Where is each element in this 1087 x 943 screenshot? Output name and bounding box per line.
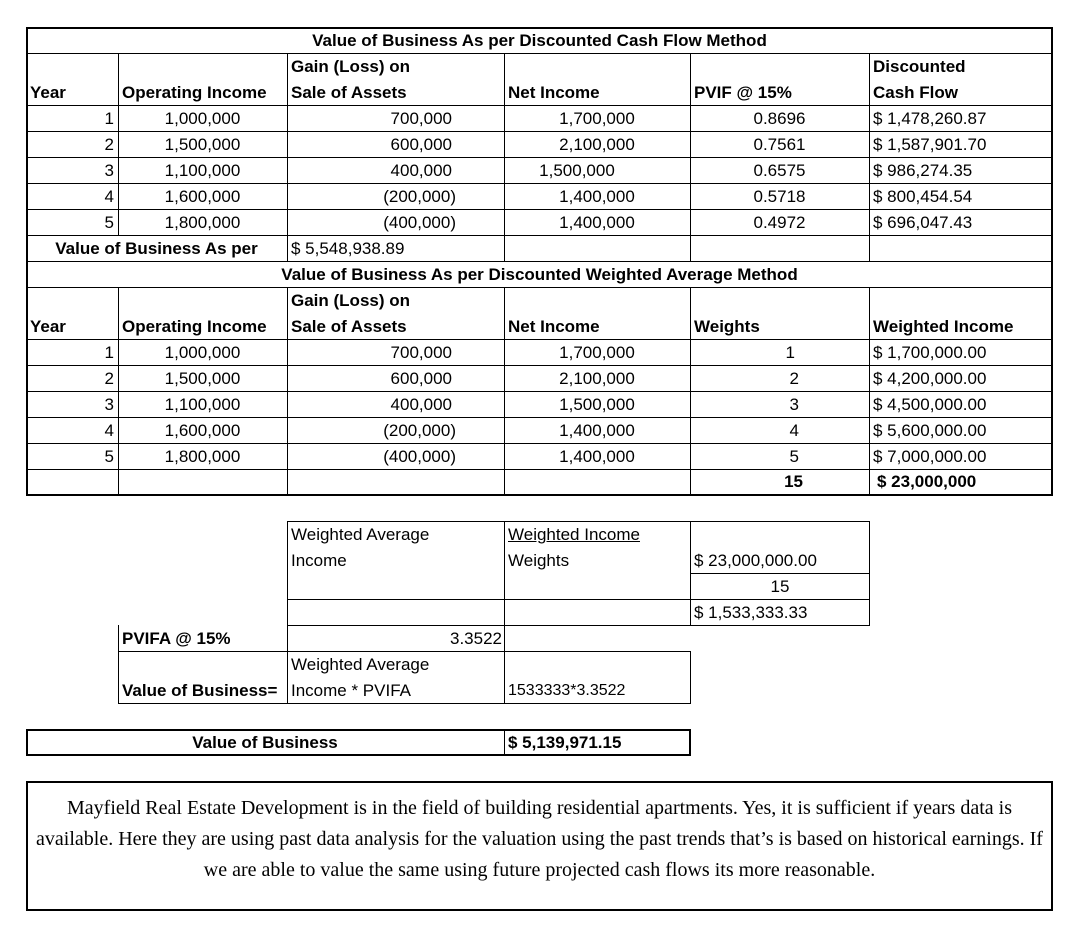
wam-header-weights: Weights bbox=[694, 317, 760, 336]
ratio-denominator: 15 bbox=[770, 577, 790, 596]
vob-formula-label: Value of Business= bbox=[122, 681, 278, 700]
operating-income-cell: 1,100,000 bbox=[164, 395, 241, 414]
year-cell: 2 bbox=[104, 135, 114, 154]
net-income-cell: 1,500,000 bbox=[559, 395, 635, 414]
dcf-cell: $ 1,478,260.87 bbox=[873, 109, 987, 128]
gain-cell: (400,000) bbox=[383, 213, 456, 232]
pvif-cell: 0.7561 bbox=[753, 135, 806, 154]
net-income-cell: 2,100,000 bbox=[559, 369, 635, 388]
wai-label-line1: Weighted Average bbox=[291, 525, 430, 544]
wai-label-line2: Income bbox=[291, 551, 347, 570]
weighted-income-cell: $ 4,200,000.00 bbox=[873, 369, 987, 388]
net-income-cell: 1,400,000 bbox=[559, 421, 635, 440]
wam-total-weighted-income: $ 23,000,000 bbox=[877, 472, 977, 491]
net-income-cell: 1,700,000 bbox=[559, 343, 635, 362]
dcf-total-label: Value of Business As per bbox=[55, 239, 258, 258]
ratio-numerator: $ 23,000,000.00 bbox=[694, 551, 817, 570]
operating-income-cell: 1,600,000 bbox=[164, 187, 241, 206]
ratio-result: $ 1,533,333.33 bbox=[694, 603, 808, 622]
pvif-cell: 0.8696 bbox=[753, 109, 806, 128]
wam-header-operating-income: Operating Income bbox=[122, 317, 267, 336]
pvifa-label: PVIFA @ 15% bbox=[122, 629, 231, 648]
wam-header-gain-line1: Gain (Loss) on bbox=[291, 291, 410, 310]
dcf-cell: $ 800,454.54 bbox=[873, 187, 973, 206]
gain-cell: (200,000) bbox=[383, 421, 456, 440]
wam-total-weight: 15 bbox=[784, 472, 803, 491]
gain-cell: 600,000 bbox=[390, 369, 452, 388]
net-income-cell: 1,400,000 bbox=[559, 447, 635, 466]
weight-cell: 3 bbox=[789, 395, 799, 414]
net-income-cell: 1,700,000 bbox=[559, 109, 635, 128]
weighted-income-cell: $ 1,700,000.00 bbox=[873, 343, 987, 362]
gain-cell: (400,000) bbox=[383, 447, 456, 466]
ratio-label-line2: Weights bbox=[508, 551, 570, 570]
weighted-income-cell: $ 5,600,000.00 bbox=[873, 421, 987, 440]
formula-numeric: 1533333*3.3522 bbox=[508, 682, 626, 699]
dcf-header-gain-line1: Gain (Loss) on bbox=[291, 57, 410, 76]
gain-cell: 400,000 bbox=[390, 161, 452, 180]
gain-cell: 600,000 bbox=[390, 135, 452, 154]
year-cell: 1 bbox=[104, 343, 114, 362]
year-cell: 4 bbox=[104, 187, 114, 206]
pvif-cell: 0.4972 bbox=[753, 213, 806, 232]
ratio-label-line1: Weighted Income bbox=[508, 525, 640, 544]
operating-income-cell: 1,800,000 bbox=[164, 447, 241, 466]
pvif-cell: 0.6575 bbox=[753, 161, 806, 180]
pvifa-value: 3.3522 bbox=[450, 629, 502, 648]
dcf-header-dcf-line2: Cash Flow bbox=[873, 83, 959, 102]
dcf-cell: $ 986,274.35 bbox=[873, 161, 973, 180]
gain-cell: 400,000 bbox=[390, 395, 452, 414]
year-cell: 3 bbox=[104, 395, 114, 414]
gain-cell: (200,000) bbox=[383, 187, 456, 206]
formula-line1: Weighted Average bbox=[291, 655, 430, 674]
dcf-header-year: Year bbox=[30, 83, 66, 102]
weight-cell: 5 bbox=[789, 447, 799, 466]
final-value-label: Value of Business bbox=[192, 733, 338, 752]
weight-cell: 4 bbox=[789, 421, 799, 440]
dcf-title: Value of Business As per Discounted Cash Flow Method bbox=[312, 31, 767, 50]
net-income-cell: 1,400,000 bbox=[559, 187, 635, 206]
gain-cell: 700,000 bbox=[390, 109, 452, 128]
wam-header-gain-line2: Sale of Assets bbox=[291, 317, 407, 336]
dcf-total-value: $ 5,548,938.89 bbox=[291, 239, 405, 258]
wam-header-year: Year bbox=[30, 317, 66, 336]
operating-income-cell: 1,500,000 bbox=[164, 369, 241, 388]
wam-header-net-income: Net Income bbox=[508, 317, 600, 336]
net-income-cell: 1,400,000 bbox=[559, 213, 635, 232]
dcf-header-gain-line2: Sale of Assets bbox=[291, 83, 407, 102]
operating-income-cell: 1,000,000 bbox=[164, 109, 241, 128]
dcf-header-pvif: PVIF @ 15% bbox=[694, 83, 792, 102]
dcf-cell: $ 1,587,901.70 bbox=[873, 135, 987, 154]
year-cell: 5 bbox=[104, 213, 114, 232]
year-cell: 2 bbox=[104, 369, 114, 388]
weight-cell: 2 bbox=[789, 369, 799, 388]
operating-income-cell: 1,100,000 bbox=[164, 161, 241, 180]
operating-income-cell: 1,000,000 bbox=[164, 343, 241, 362]
year-cell: 1 bbox=[104, 109, 114, 128]
pvif-cell: 0.5718 bbox=[753, 187, 806, 206]
weight-cell: 1 bbox=[785, 343, 795, 362]
year-cell: 5 bbox=[104, 447, 114, 466]
year-cell: 3 bbox=[104, 161, 114, 180]
wam-title: Value of Business As per Discounted Weighted Average Method bbox=[281, 265, 798, 284]
operating-income-cell: 1,500,000 bbox=[164, 135, 241, 154]
year-cell: 4 bbox=[104, 421, 114, 440]
net-income-cell: 1,500,000 bbox=[539, 161, 615, 180]
operating-income-cell: 1,800,000 bbox=[164, 213, 241, 232]
weighted-income-cell: $ 4,500,000.00 bbox=[873, 395, 987, 414]
weighted-income-cell: $ 7,000,000.00 bbox=[873, 447, 987, 466]
final-value: $ 5,139,971.15 bbox=[508, 733, 622, 752]
formula-line2: Income * PVIFA bbox=[291, 681, 411, 700]
dcf-header-operating-income: Operating Income bbox=[122, 83, 267, 102]
dcf-header-net-income: Net Income bbox=[508, 83, 600, 102]
net-income-cell: 2,100,000 bbox=[559, 135, 635, 154]
dcf-cell: $ 696,047.43 bbox=[873, 213, 973, 232]
gain-cell: 700,000 bbox=[390, 343, 452, 362]
dcf-header-dcf-line1: Discounted bbox=[873, 57, 966, 76]
operating-income-cell: 1,600,000 bbox=[164, 421, 241, 440]
explanation-note: Mayfield Real Estate Development is in the field of building residential apartments. Yes, it is sufficient if years data is available. Here they are using past data analysis for the valuation using the past trends that’s is based on historical earnings. If we are able to value the same using future projected cash flows its more reasonable. bbox=[26, 781, 1053, 911]
wam-header-weighted-income: Weighted Income bbox=[873, 317, 1014, 336]
